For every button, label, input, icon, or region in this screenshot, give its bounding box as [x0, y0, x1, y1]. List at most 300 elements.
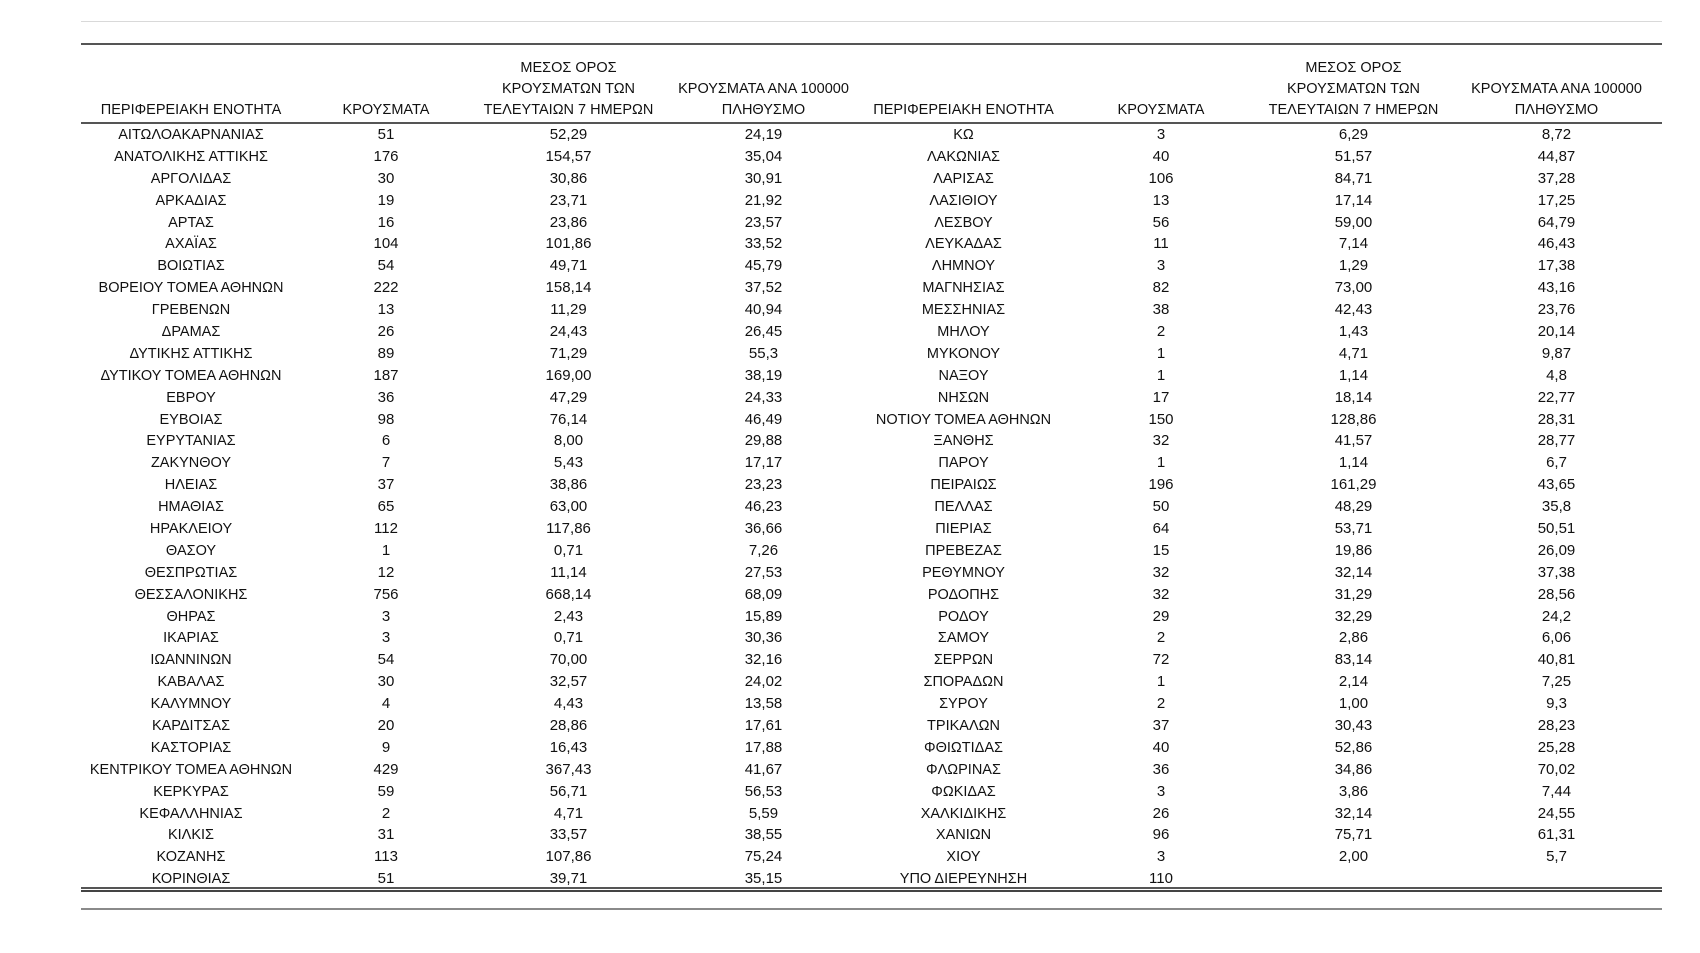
left-per100k-cell: 24,19	[744, 125, 783, 143]
left-region-cell: ΚΑΣΤΟΡΙΑΣ	[150, 739, 232, 756]
left-region-cell: ΙΩΑΝΝΙΝΩΝ	[150, 652, 232, 669]
left-cases-cell: 54	[377, 257, 395, 275]
right-avg7-cell: 75,71	[1334, 826, 1373, 844]
left-cases-cell: 6	[381, 432, 391, 450]
table-row	[81, 146, 1662, 168]
left-cases-cell: 59	[377, 782, 395, 800]
left-cases-cell: 2	[381, 804, 391, 822]
left-region-cell: ΚΟΖΑΝΗΣ	[156, 849, 226, 866]
left-cases-cell: 222	[373, 279, 399, 297]
left-cases-cell: 54	[377, 651, 395, 669]
right-per100k-cell: 50,51	[1537, 519, 1576, 537]
left-avg7-cell: 169,00	[545, 366, 592, 384]
right-per100k-cell: 22,77	[1537, 388, 1576, 406]
right-region-cell: ΥΠΟ ΔΙΕΡΕΥΝΗΣΗ	[861, 868, 1066, 891]
right-per100k-cell: 8,72	[1541, 125, 1572, 143]
left-avg7-cell: 0,71	[553, 541, 584, 559]
left-cases-cell: 3	[381, 629, 391, 647]
right-region-cell: ΠΕΛΛΑΣ	[934, 499, 993, 516]
left-region-cell: ΒΟΡΕΙΟΥ ΤΟΜΕΑ ΑΘΗΝΩΝ	[98, 280, 284, 297]
left-cases-cell: 9	[381, 738, 391, 756]
table-row	[81, 452, 1662, 474]
left-per100k-cell: 46,49	[744, 410, 783, 428]
left-cases-cell: 16	[377, 213, 395, 231]
right-per100k-cell: 43,16	[1537, 279, 1576, 297]
left-per100k-cell: 33,52	[744, 235, 783, 253]
left-region-cell: ΒΟΙΩΤΙΑΣ	[157, 258, 225, 275]
right-region-cell: ΠΡΕΒΕΖΑΣ	[925, 542, 1002, 559]
right-cases-cell: 36	[1152, 760, 1170, 778]
right-per100k-cell: 9,3	[1546, 695, 1567, 713]
left-per100k-cell: 23,57	[744, 213, 783, 231]
left-cases-cell: 98	[377, 410, 395, 428]
left-per100k-cell: 26,45	[744, 322, 783, 340]
right-region-cell: ΜΕΣΣΗΝΙΑΣ	[921, 302, 1006, 319]
table-row	[81, 365, 1662, 387]
right-per100k-cell: 28,77	[1537, 432, 1576, 450]
right-avg7-cell: 161,29	[1330, 476, 1377, 494]
right-cases-cell: 1	[1156, 344, 1166, 362]
left-per100k-cell: 24,33	[744, 388, 783, 406]
left-per100k-cell: 56,53	[744, 782, 783, 800]
table-row	[81, 168, 1662, 190]
header-per100k-right	[1451, 58, 1662, 123]
right-avg7-cell: 3,86	[1338, 782, 1369, 800]
left-per100k-cell: 35,15	[666, 868, 861, 891]
left-region-cell: ΚΕΝΤΡΙΚΟΥ ΤΟΜΕΑ ΑΘΗΝΩΝ	[89, 761, 293, 778]
right-per100k-cell: 43,65	[1537, 476, 1576, 494]
right-per100k-cell: 64,79	[1537, 213, 1576, 231]
right-avg7-cell: 1,29	[1338, 257, 1369, 275]
right-cases-cell: 40	[1152, 738, 1170, 756]
right-cases-cell: 50	[1152, 498, 1170, 516]
table-row	[81, 123, 1662, 146]
left-avg7-cell: 668,14	[545, 585, 592, 603]
left-per100k-cell: 5,59	[748, 804, 779, 822]
right-avg7-cell: 52,86	[1334, 738, 1373, 756]
right-per100k-cell: 37,38	[1537, 563, 1576, 581]
left-per100k-cell: 27,53	[744, 563, 783, 581]
left-cases-cell: 104	[373, 235, 399, 253]
header-per100k-left	[666, 58, 861, 123]
header-row	[81, 58, 1662, 123]
right-avg7-cell: 42,43	[1334, 301, 1373, 319]
left-per100k-cell: 37,52	[744, 279, 783, 297]
left-avg7-cell: 367,43	[545, 760, 592, 778]
left-avg7-cell: 5,43	[553, 454, 584, 472]
right-region-cell: ΣΑΜΟΥ	[937, 630, 990, 647]
left-avg7-cell: 49,71	[549, 257, 588, 275]
right-cases-cell: 1	[1156, 454, 1166, 472]
table-row	[81, 562, 1662, 584]
left-region-cell: ΚΟΡΙΝΘΙΑΣ	[81, 868, 301, 891]
left-avg7-cell: 4,43	[553, 695, 584, 713]
left-region-cell: ΚΕΦΑΛΛΗΝΙΑΣ	[139, 805, 243, 822]
left-per100k-cell: 46,23	[744, 498, 783, 516]
right-region-cell: ΞΑΝΘΗΣ	[933, 433, 994, 450]
left-region-cell: ΔΡΑΜΑΣ	[161, 323, 221, 340]
left-avg7-cell: 47,29	[549, 388, 588, 406]
left-per100k-cell: 36,66	[744, 519, 783, 537]
right-avg7-cell: 18,14	[1334, 388, 1373, 406]
table-row	[81, 190, 1662, 212]
right-per100k-cell: 24,2	[1541, 607, 1572, 625]
right-avg7-cell: 59,00	[1334, 213, 1373, 231]
right-cases-cell: 3	[1156, 848, 1166, 866]
right-avg7-cell: 1,14	[1338, 366, 1369, 384]
left-per100k-cell: 55,3	[748, 344, 779, 362]
right-cases-cell: 17	[1152, 388, 1170, 406]
right-cases-cell: 56	[1152, 213, 1170, 231]
header-avg7-line3: ΤΕΛΕΥΤΑΙΩΝ 7 ΗΜΕΡΩΝ	[483, 102, 654, 118]
right-region-cell: ΛΗΜΝΟΥ	[931, 258, 996, 275]
left-region-cell: ΓΡΕΒΕΝΩΝ	[151, 302, 231, 319]
table-row	[81, 584, 1662, 606]
left-cases-cell: 31	[377, 826, 395, 844]
right-cases-cell: 3	[1156, 782, 1166, 800]
header-avg7-line2: ΚΡΟΥΣΜΑΤΩΝ ΤΩΝ	[1286, 81, 1421, 97]
left-per100k-cell: 68,09	[744, 585, 783, 603]
right-cases-cell: 1	[1156, 673, 1166, 691]
table-row	[81, 781, 1662, 803]
left-cases-cell: 36	[377, 388, 395, 406]
table-row	[81, 803, 1662, 825]
right-cases-cell: 72	[1152, 651, 1170, 669]
table-row	[81, 387, 1662, 409]
left-avg7-cell: 154,57	[545, 147, 592, 165]
header-per100k-line2: ΠΛΗΘΥΣΜΟ	[1514, 102, 1599, 118]
right-avg7-cell: 17,14	[1334, 191, 1373, 209]
left-avg7-cell: 39,71	[471, 868, 666, 891]
left-per100k-cell: 75,24	[744, 848, 783, 866]
right-per100k-cell: 28,56	[1537, 585, 1576, 603]
left-avg7-cell: 23,86	[549, 213, 588, 231]
left-avg7-cell: 76,14	[549, 410, 588, 428]
table-row	[81, 518, 1662, 540]
table-top-border	[81, 43, 1662, 45]
left-cases-cell: 7	[381, 454, 391, 472]
covid-cases-by-region-table	[81, 58, 1662, 892]
right-per100k-cell: 28,23	[1537, 716, 1576, 734]
right-region-cell: ΤΡΙΚΑΛΩΝ	[927, 717, 1000, 734]
right-region-cell: ΠΑΡΟΥ	[938, 455, 989, 472]
right-region-cell: ΣΠΟΡΑΔΩΝ	[923, 674, 1004, 691]
left-region-cell: ΑΧΑΪΑΣ	[165, 236, 217, 253]
left-per100k-cell: 21,92	[744, 191, 783, 209]
left-cases-cell: 176	[373, 147, 399, 165]
header-avg7-line1: ΜΕΣΟΣ ΟΡΟΣ	[520, 60, 617, 76]
right-avg7-cell: 19,86	[1334, 541, 1373, 559]
right-region-cell: ΧΙΟΥ	[946, 849, 981, 866]
left-region-cell: ΚΑΡΔΙΤΣΑΣ	[151, 717, 231, 734]
right-avg7-cell: 53,71	[1334, 519, 1373, 537]
table-row	[81, 474, 1662, 496]
right-region-cell: ΡΕΘΥΜΝΟΥ	[922, 564, 1005, 581]
right-region-cell: ΠΙΕΡΙΑΣ	[935, 520, 992, 537]
right-avg7-cell: 41,57	[1334, 432, 1373, 450]
right-per100k-cell: 17,38	[1537, 257, 1576, 275]
left-per100k-cell: 17,17	[744, 454, 783, 472]
right-cases-cell: 2	[1156, 629, 1166, 647]
right-region-cell: ΦΛΩΡΙΝΑΣ	[926, 761, 1001, 778]
header-avg7-left	[471, 58, 666, 123]
table-row	[81, 715, 1662, 737]
right-cases-cell: 1	[1156, 366, 1166, 384]
right-avg7-cell: 32,14	[1334, 563, 1373, 581]
right-avg7-cell: 1,43	[1338, 322, 1369, 340]
left-cases-cell: 13	[377, 301, 395, 319]
right-per100k-cell: 5,7	[1546, 848, 1567, 866]
left-avg7-cell: 56,71	[549, 782, 588, 800]
left-region-cell: ΚΙΛΚΙΣ	[167, 827, 215, 844]
table-row	[81, 409, 1662, 431]
table-row	[81, 430, 1662, 452]
right-cases-cell: 13	[1152, 191, 1170, 209]
left-region-cell: ΚΑΒΑΛΑΣ	[157, 674, 225, 691]
left-cases-cell: 51	[301, 868, 471, 891]
right-avg7-cell: 83,14	[1334, 651, 1373, 669]
left-region-cell: ΕΥΡΥΤΑΝΙΑΣ	[146, 433, 236, 450]
right-avg7-cell: 1,14	[1338, 454, 1369, 472]
right-per100k-cell: 6,7	[1546, 454, 1567, 472]
left-per100k-cell: 40,94	[744, 301, 783, 319]
right-cases-cell: 26	[1152, 804, 1170, 822]
left-per100k-cell: 13,58	[744, 695, 783, 713]
left-region-cell: ΑΡΤΑΣ	[168, 214, 214, 231]
right-avg7-cell: 73,00	[1334, 279, 1373, 297]
right-avg7-cell: 30,43	[1334, 716, 1373, 734]
right-cases-cell: 110	[1066, 868, 1256, 891]
right-region-cell: ΦΘΙΩΤΙΔΑΣ	[924, 739, 1003, 756]
right-cases-cell: 29	[1152, 607, 1170, 625]
left-avg7-cell: 158,14	[545, 279, 592, 297]
left-avg7-cell: 107,86	[545, 848, 592, 866]
left-cases-cell: 429	[373, 760, 399, 778]
right-cases-cell: 37	[1152, 716, 1170, 734]
right-cases-cell: 3	[1156, 125, 1166, 143]
left-region-cell: ΑΡΚΑΔΙΑΣ	[155, 192, 227, 209]
right-region-cell: ΛΕΥΚΑΔΑΣ	[925, 236, 1002, 253]
right-per100k-cell: 28,31	[1537, 410, 1576, 428]
table-row	[81, 759, 1662, 781]
right-per100k-cell: 70,02	[1537, 760, 1576, 778]
right-region-cell: ΛΑΚΩΝΙΑΣ	[926, 148, 1000, 165]
right-avg7-cell: 2,14	[1338, 673, 1369, 691]
left-avg7-cell: 33,57	[549, 826, 588, 844]
header-per100k-line1: ΚΡΟΥΣΜΑΤΑ ΑΝΑ 100000	[1471, 81, 1642, 97]
left-per100k-cell: 23,23	[744, 476, 783, 494]
right-cases-cell: 3	[1156, 257, 1166, 275]
right-region-cell: ΧΑΛΚΙΔΙΚΗΣ	[920, 805, 1007, 822]
right-region-cell: ΜΗΛΟΥ	[937, 323, 990, 340]
left-avg7-cell: 2,43	[553, 607, 584, 625]
right-per100k-cell: 37,28	[1537, 169, 1576, 187]
right-region-cell: ΝΟΤΙΟΥ ΤΟΜΕΑ ΑΘΗΝΩΝ	[875, 411, 1052, 428]
right-region-cell: ΡΟΔΟΥ	[938, 608, 989, 625]
table-row	[81, 649, 1662, 671]
right-cases-cell: 32	[1152, 563, 1170, 581]
right-avg7-cell: 128,86	[1330, 410, 1377, 428]
left-region-cell: ΗΜΑΘΙΑΣ	[158, 499, 224, 516]
left-region-cell: ΑΡΓΟΛΙΔΑΣ	[150, 170, 232, 187]
left-cases-cell: 37	[377, 476, 395, 494]
table-body	[81, 123, 1662, 891]
table-row	[81, 277, 1662, 299]
right-per100k-cell: 35,8	[1541, 498, 1572, 516]
header-avg7-right	[1256, 58, 1451, 123]
right-per100k-cell: 61,31	[1537, 826, 1576, 844]
right-avg7-cell: 34,86	[1334, 760, 1373, 778]
right-region-cell: ΦΩΚΙΔΑΣ	[931, 783, 996, 800]
left-per100k-cell: 38,19	[744, 366, 783, 384]
left-region-cell: ΘΑΣΟΥ	[165, 542, 217, 559]
covid-cases-table-container	[81, 58, 1662, 892]
right-avg7-cell: 84,71	[1334, 169, 1373, 187]
right-region-cell: ΝΗΣΩΝ	[937, 389, 990, 406]
table-row	[81, 671, 1662, 693]
left-cases-cell: 4	[381, 695, 391, 713]
table-row	[81, 255, 1662, 277]
left-avg7-cell: 11,14	[550, 563, 587, 581]
right-cases-cell: 196	[1148, 476, 1174, 494]
right-cases-cell: 106	[1148, 169, 1174, 187]
left-region-cell: ΗΛΕΙΑΣ	[164, 477, 218, 494]
table-row	[81, 825, 1662, 847]
right-region-cell: ΝΑΞΟΥ	[938, 367, 989, 384]
left-per100k-cell: 17,61	[744, 716, 783, 734]
left-per100k-cell: 32,16	[744, 651, 783, 669]
right-per100k-cell: 23,76	[1537, 301, 1576, 319]
header-region-right: ΠΕΡΙΦΕΡΕΙΑΚΗ ΕΝΟΤΗΤΑ	[873, 102, 1054, 118]
table-row	[81, 299, 1662, 321]
left-avg7-cell: 4,71	[553, 804, 584, 822]
right-per100k-cell: 25,28	[1537, 738, 1576, 756]
left-avg7-cell: 38,86	[549, 476, 588, 494]
right-cases-cell: 150	[1148, 410, 1174, 428]
table-row	[81, 846, 1662, 868]
table-row	[81, 606, 1662, 628]
right-region-cell: ΣΥΡΟΥ	[939, 696, 988, 713]
right-per100k-cell: 17,25	[1537, 191, 1576, 209]
left-per100k-cell: 45,79	[744, 257, 783, 275]
header-per100k-line2: ΠΛΗΘΥΣΜΟ	[721, 102, 806, 118]
left-per100k-cell: 24,02	[744, 673, 783, 691]
left-region-cell: ΘΕΣΠΡΩΤΙΑΣ	[144, 564, 238, 581]
left-avg7-cell: 70,00	[549, 651, 588, 669]
table-row	[81, 321, 1662, 343]
left-cases-cell: 187	[373, 366, 399, 384]
left-cases-cell: 1	[381, 541, 391, 559]
right-per100k-cell: 40,81	[1537, 651, 1576, 669]
left-per100k-cell: 35,04	[744, 147, 783, 165]
left-per100k-cell: 38,55	[744, 826, 783, 844]
table-header	[81, 58, 1662, 123]
left-region-cell: ΚΑΛΥΜΝΟΥ	[150, 696, 232, 713]
bottom-faint-divider	[81, 908, 1662, 910]
right-region-cell: ΚΩ	[953, 126, 974, 143]
left-per100k-cell: 15,89	[744, 607, 783, 625]
left-region-cell: ΘΗΡΑΣ	[166, 608, 216, 625]
right-cases-cell: 32	[1152, 585, 1170, 603]
left-per100k-cell: 41,67	[744, 760, 783, 778]
left-cases-cell: 30	[377, 673, 395, 691]
left-cases-cell: 26	[377, 322, 395, 340]
right-region-cell: ΧΑΝΙΩΝ	[935, 827, 992, 844]
right-per100k-cell: 6,06	[1541, 629, 1572, 647]
table-row	[81, 737, 1662, 759]
right-per100k-cell: 20,14	[1537, 322, 1576, 340]
table-row	[81, 693, 1662, 715]
left-cases-cell: 113	[374, 848, 398, 866]
left-avg7-cell: 101,86	[545, 235, 592, 253]
right-cases-cell: 82	[1152, 279, 1170, 297]
left-region-cell: ΖΑΚΥΝΘΟΥ	[150, 455, 232, 472]
right-per100k-cell: 9,87	[1541, 344, 1572, 362]
left-avg7-cell: 117,86	[546, 519, 591, 537]
left-region-cell: ΑΙΤΩΛΟΑΚΑΡΝΑΝΙΑΣ	[118, 126, 264, 143]
right-cases-cell: 11	[1153, 235, 1169, 253]
right-cases-cell: 15	[1152, 541, 1170, 559]
right-avg7-cell: 2,00	[1338, 848, 1369, 866]
left-cases-cell: 12	[377, 563, 395, 581]
left-region-cell: ΑΝΑΤΟΛΙΚΗΣ ΑΤΤΙΚΗΣ	[114, 148, 268, 165]
right-per100k-cell: 26,09	[1537, 541, 1576, 559]
right-region-cell: ΣΕΡΡΩΝ	[933, 652, 994, 669]
left-region-cell: ΚΕΡΚΥΡΑΣ	[153, 783, 229, 800]
header-region-left: ΠΕΡΙΦΕΡΕΙΑΚΗ ΕΝΟΤΗΤΑ	[100, 102, 282, 118]
table-bottom-border	[81, 887, 1662, 889]
table-row	[81, 496, 1662, 518]
left-cases-cell: 89	[377, 344, 395, 362]
right-cases-cell: 64	[1152, 519, 1170, 537]
left-avg7-cell: 11,29	[550, 301, 587, 319]
header-cases-right: ΚΡΟΥΣΜΑΤΑ	[1117, 102, 1205, 118]
right-avg7-cell: 1,00	[1338, 695, 1369, 713]
right-avg7-cell: 6,29	[1338, 125, 1369, 143]
left-region-cell: ΔΥΤΙΚΟΥ ΤΟΜΕΑ ΑΘΗΝΩΝ	[100, 367, 282, 384]
right-per100k-cell: 7,44	[1541, 782, 1572, 800]
left-cases-cell: 65	[377, 498, 395, 516]
left-cases-cell: 51	[377, 125, 395, 143]
right-region-cell: ΜΥΚΟΝΟΥ	[926, 345, 1001, 362]
left-region-cell: ΗΡΑΚΛΕΙΟΥ	[149, 520, 233, 537]
right-region-cell: ΛΕΣΒΟΥ	[934, 214, 993, 231]
header-cases-left: ΚΡΟΥΣΜΑΤΑ	[342, 102, 430, 118]
left-cases-cell: 19	[377, 191, 395, 209]
left-region-cell: ΘΕΣΣΑΛΟΝΙΚΗΣ	[134, 586, 248, 603]
header-per100k-line1: ΚΡΟΥΣΜΑΤΑ ΑΝΑ 100000	[678, 81, 849, 97]
left-region-cell: ΙΚΑΡΙΑΣ	[163, 630, 219, 647]
header-avg7-line2: ΚΡΟΥΣΜΑΤΩΝ ΤΩΝ	[501, 81, 636, 97]
header-avg7-line3: ΤΕΛΕΥΤΑΙΩΝ 7 ΗΜΕΡΩΝ	[1268, 102, 1439, 118]
right-per100k-cell: 4,8	[1546, 366, 1567, 384]
left-avg7-cell: 52,29	[549, 125, 588, 143]
right-avg7-cell: 2,86	[1338, 629, 1369, 647]
right-avg7-cell: 7,14	[1338, 235, 1369, 253]
right-region-cell: ΛΑΡΙΣΑΣ	[933, 170, 994, 187]
left-avg7-cell: 8,00	[553, 432, 584, 450]
left-per100k-cell: 29,88	[744, 432, 783, 450]
top-faint-divider	[81, 21, 1662, 22]
left-region-cell: ΕΒΡΟΥ	[166, 389, 216, 406]
left-cases-cell: 3	[381, 607, 391, 625]
left-per100k-cell: 30,91	[744, 169, 783, 187]
right-cases-cell: 2	[1156, 695, 1166, 713]
right-region-cell: ΡΟΔΟΠΗΣ	[927, 586, 1000, 603]
left-avg7-cell: 23,71	[549, 191, 588, 209]
right-avg7-cell: 51,57	[1334, 147, 1373, 165]
left-per100k-cell: 17,88	[744, 738, 783, 756]
